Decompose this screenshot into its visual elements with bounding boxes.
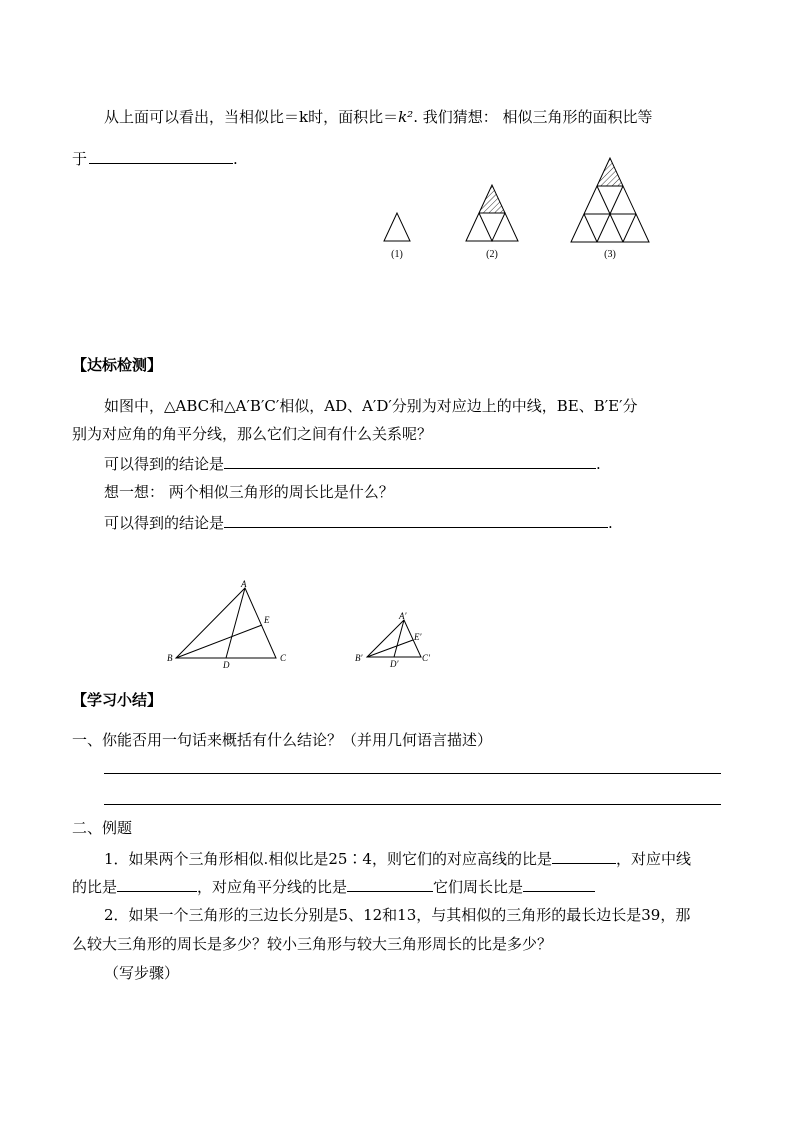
check-para-1: 如图中，△ABC和△A′B′C′相似，AD、A′D′分别为对应边上的中线，BE、B′E′分 — [104, 397, 638, 415]
triangle-3 — [571, 158, 649, 242]
summary-q1: 一、你能否用一句话来概括有什么结论？（并用几何语言描述） — [72, 731, 493, 749]
bisector-be — [176, 625, 262, 658]
label-e: E — [264, 615, 270, 625]
ex1-text-d: ，对应角平分线的比是 — [197, 878, 348, 896]
conclusion1-period: . — [596, 455, 601, 473]
intro-line-2 — [72, 148, 238, 169]
triangle-abc-prime — [367, 620, 421, 657]
intro-text-a: 从上面可以看出，当相似比＝k时，面积比＝ — [104, 108, 399, 126]
ex1-text-b: ，对应中线 — [615, 850, 691, 868]
ex1-text-e: 它们周长比是 — [433, 878, 524, 896]
conclusion1-prefix: 可以得到的结论是 — [104, 455, 225, 473]
conclusion1-blank[interactable] — [224, 453, 596, 469]
triangle-1 — [384, 213, 410, 241]
answer-line-1[interactable] — [104, 773, 721, 774]
median-ratio-blank[interactable] — [117, 876, 197, 892]
label-b-prime: B′ — [355, 653, 363, 663]
figure-label-2: (2) — [486, 249, 498, 260]
area-ratio-blank[interactable] — [89, 148, 233, 164]
height-ratio-blank[interactable] — [552, 848, 616, 864]
triangle-2-inner-lines — [479, 213, 505, 241]
intro-line2-suffix: . — [233, 150, 238, 168]
triangle-2 — [466, 185, 518, 241]
summary-heading: 【学习小结】 — [72, 691, 163, 709]
answer-line-2[interactable] — [104, 804, 721, 805]
figure-label-1: (1) — [391, 249, 403, 260]
conclusion2-prefix: 可以得到的结论是 — [104, 514, 225, 532]
bisector-ratio-blank[interactable] — [347, 876, 433, 892]
ex1-text-c: 的比是 — [72, 878, 118, 896]
intro-line2-prefix: 于 — [72, 150, 88, 168]
conclusion2-blank[interactable] — [224, 512, 608, 528]
label-d-prime: D′ — [390, 659, 399, 669]
summary-q2: 二、例题 — [72, 819, 133, 837]
perimeter-ratio-blank[interactable] — [523, 876, 595, 892]
conclusion-line-1 — [104, 453, 601, 474]
intro-text-b: . 我们猜想： 相似三角形的面积比等 — [413, 108, 653, 126]
example1-line-1 — [104, 848, 691, 869]
label-b: B — [167, 653, 173, 663]
example2-line-1: 2．如果一个三角形的三边长分别是5、12和13，与其相似的三角形的最长边长是39，那 — [104, 906, 691, 924]
check-para-2: 别为对应角的角平分线，那么它们之间有什么关系呢？ — [72, 425, 433, 443]
conclusion2-period: . — [608, 514, 613, 532]
example1-line-2 — [72, 876, 595, 897]
conclusion-line-2 — [104, 512, 613, 533]
triangle-2-hatched-top — [479, 185, 505, 213]
check-heading: 【达标检测】 — [72, 356, 163, 374]
steps-note: （写步骤） — [104, 964, 180, 982]
triangle-3-inner-lines — [584, 186, 636, 242]
example2-line-2: 么较大三角形的周长是多少？较小三角形与较大三角形周长的比是多少？ — [72, 935, 553, 953]
label-e-prime: E′ — [414, 632, 422, 642]
median-ad — [226, 588, 245, 658]
label-a-prime: A′ — [399, 611, 407, 621]
median-ad-prime — [394, 620, 404, 657]
ex1-text-a: 1．如果两个三角形相似.相似比是25∶4，则它们的对应高线的比是 — [104, 850, 552, 868]
k-squared: k² — [398, 108, 414, 126]
label-c: C — [280, 653, 287, 663]
figure-label-3: (3) — [604, 249, 616, 260]
triangle-abc — [176, 588, 276, 658]
label-d: D — [223, 660, 230, 670]
intro-line-1 — [104, 107, 653, 127]
bisector-be-prime — [367, 640, 413, 657]
triangle-3-hatched-top — [597, 158, 623, 186]
think-line: 想一想： 两个相似三角形的周长比是什么？ — [104, 483, 394, 501]
label-a: A — [241, 579, 247, 589]
label-c-prime: C′ — [422, 653, 430, 663]
